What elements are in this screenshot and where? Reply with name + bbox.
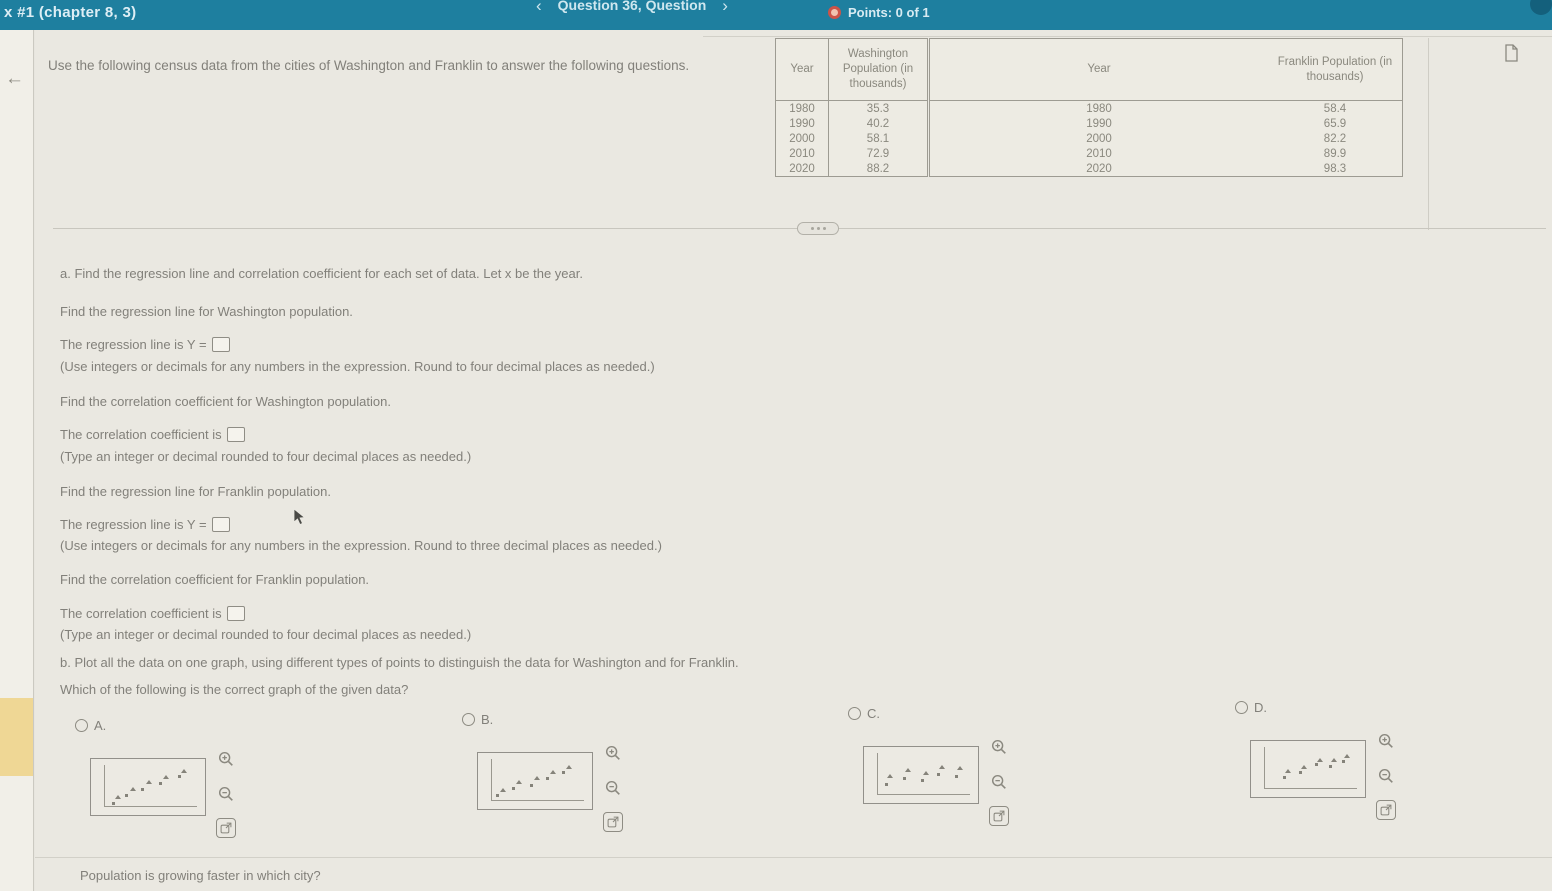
washington-correlation-line: [60, 427, 245, 442]
x-axis: [877, 794, 971, 795]
correlation-prefix: The correlation coefficient is: [60, 427, 222, 442]
zoom-out-icon[interactable]: [602, 777, 624, 799]
left-sidebar: [0, 30, 34, 891]
option-a-graph-thumbnail[interactable]: [90, 758, 206, 816]
points-indicator: [828, 5, 930, 20]
washington-data-point: [1283, 776, 1286, 779]
points-label: Points: 0 of 1: [848, 5, 930, 20]
washington-data-point: [1299, 771, 1302, 774]
topbar-corner-icon: [1530, 0, 1552, 15]
year-cell: 2000: [1086, 132, 1112, 145]
print-icon[interactable]: [1503, 44, 1519, 67]
option-c-graph-tools: [988, 736, 1010, 826]
table-row: [930, 116, 1402, 131]
correlation-prefix: The correlation coefficient is: [60, 606, 222, 621]
option-d-radio[interactable]: [1235, 701, 1248, 714]
answer-option-c: [848, 706, 1060, 841]
franklin-data-point: [923, 771, 929, 775]
franklin-data-point: [939, 765, 945, 769]
y-axis: [877, 753, 878, 795]
part-c-question: Population is growing faster in which city?: [80, 868, 321, 883]
y-axis: [104, 765, 105, 807]
panel-resize-handle[interactable]: [797, 222, 839, 235]
franklin-data-point: [146, 780, 152, 784]
franklin-data-point: [1285, 769, 1291, 773]
franklin-data-point: [516, 780, 522, 784]
washington-data-point: [159, 782, 162, 785]
franklin-data-point: [550, 770, 556, 774]
previous-question-icon[interactable]: ‹: [536, 0, 542, 15]
washington-regression-note: (Use integers or decimals for any numbers in the expression. Round to four decimal places as needed.): [60, 359, 655, 374]
option-b-radio[interactable]: [462, 713, 475, 726]
x-axis: [1264, 788, 1358, 789]
franklin-data-point: [905, 768, 911, 772]
zoom-out-icon[interactable]: [988, 771, 1010, 793]
washington-data-point: [1329, 765, 1332, 768]
zoom-in-icon[interactable]: [988, 736, 1010, 758]
regression-prefix: The regression line is Y =: [60, 337, 207, 352]
population-cell: 72.9: [828, 146, 927, 161]
zoom-out-icon[interactable]: [215, 783, 237, 805]
table-row: [930, 101, 1402, 116]
part-b-heading: b. Plot all the data on one graph, using different types of points to distinguish the data for Washington and for Franklin.: [60, 655, 739, 670]
washington-data-point: [937, 773, 940, 776]
answer-option-a: [75, 718, 287, 853]
year-cell: 2010: [1086, 147, 1112, 160]
question-intro: Use the following census data from the cities of Washington and Franklin to answer the following questions.: [48, 58, 690, 73]
mouse-pointer-icon: [293, 508, 306, 531]
washington-data-point: [546, 777, 549, 780]
washington-regression-input[interactable]: [212, 337, 230, 352]
washington-regression-line: [60, 337, 230, 352]
franklin-data-point: [163, 775, 169, 779]
washington-data-point: [496, 794, 499, 797]
option-a-radio[interactable]: [75, 719, 88, 732]
table-row: [930, 146, 1402, 161]
option-d-graph-tools: [1375, 730, 1397, 820]
franklin-regression-line: [60, 517, 230, 532]
table-row: [930, 131, 1402, 146]
washington-data-point: [141, 788, 144, 791]
washington-data-point: [562, 771, 565, 774]
washington-regression-label: Find the regression line for Washington population.: [60, 304, 353, 319]
washington-data-point: [1342, 760, 1345, 763]
year-cell: 2020: [1086, 162, 1112, 175]
franklin-data-point: [500, 788, 506, 792]
population-cell: 88.2: [828, 161, 927, 176]
franklin-data-point: [566, 765, 572, 769]
year-cell: 2000: [789, 132, 815, 145]
question-navigation: [536, 0, 728, 16]
open-graph-icon[interactable]: [989, 806, 1009, 826]
population-cell: 82.2: [1323, 132, 1347, 145]
year-cell: 1990: [789, 117, 815, 130]
back-arrow-icon[interactable]: ←: [5, 68, 24, 89]
zoom-out-icon[interactable]: [1375, 765, 1397, 787]
table-row: [776, 161, 927, 176]
population-cell: 40.2: [828, 116, 927, 131]
table-row: [776, 116, 927, 131]
option-b-label: B.: [481, 712, 494, 727]
franklin-data-point: [957, 766, 963, 770]
option-d-label: D.: [1254, 700, 1267, 715]
franklin-table: [929, 38, 1403, 177]
open-graph-icon[interactable]: [1376, 800, 1396, 820]
population-cell: 35.3: [828, 101, 927, 116]
franklin-pop-header: Franklin Population (in thousands): [1268, 39, 1402, 101]
sidebar-highlight-band: [0, 698, 33, 776]
y-axis: [1264, 747, 1265, 789]
regression-prefix: The regression line is Y =: [60, 517, 207, 532]
zoom-in-icon[interactable]: [1375, 730, 1397, 752]
franklin-data-point: [115, 795, 121, 799]
population-cell: 65.9: [1323, 117, 1347, 130]
franklin-data-point: [1317, 758, 1323, 762]
washington-data-point: [955, 775, 958, 778]
franklin-data-point: [887, 774, 893, 778]
panel-right-border: [1428, 38, 1429, 230]
option-c-radio[interactable]: [848, 707, 861, 720]
franklin-year-header: Year: [930, 39, 1268, 101]
washington-table: [775, 38, 928, 177]
franklin-regression-label: Find the regression line for Franklin population.: [60, 484, 331, 499]
x-axis: [104, 806, 198, 807]
option-d-graph-thumbnail[interactable]: [1250, 740, 1366, 798]
part-a-heading: a. Find the regression line and correlation coefficient for each set of data. Let x be the year.: [60, 266, 583, 281]
population-cell: 58.4: [1323, 102, 1347, 115]
top-bar: [0, 0, 1552, 30]
year-cell: 2010: [789, 147, 815, 160]
washington-data-point: [178, 775, 181, 778]
franklin-correlation-note: (Type an integer or decimal rounded to four decimal places as needed.): [60, 627, 472, 642]
washington-data-point: [125, 794, 128, 797]
x-axis: [491, 800, 585, 801]
washington-data-point: [1315, 763, 1318, 766]
franklin-data-point: [130, 787, 136, 791]
washington-data-point: [903, 777, 906, 780]
franklin-correlation-input[interactable]: [227, 606, 245, 621]
franklin-regression-input[interactable]: [212, 517, 230, 532]
franklin-regression-note: (Use integers or decimals for any numbers in the expression. Round to three decimal places as needed.): [60, 538, 662, 553]
franklin-data-point: [1301, 765, 1307, 769]
table-row: [776, 146, 927, 161]
option-c-label: C.: [867, 706, 880, 721]
table-row: [930, 161, 1402, 176]
washington-correlation-note: (Type an integer or decimal rounded to four decimal places as needed.): [60, 449, 472, 464]
answer-option-b: [462, 712, 674, 847]
washington-data-point: [530, 784, 533, 787]
washington-pop-header: Washington Population (in thousands): [828, 39, 927, 101]
y-axis: [491, 759, 492, 801]
washington-data-point: [921, 779, 924, 782]
year-cell: 1980: [789, 102, 815, 115]
year-cell: 1990: [1086, 117, 1112, 130]
washington-data-point: [512, 787, 515, 790]
score-status-icon: [828, 6, 841, 19]
table-row: [776, 131, 927, 146]
zoom-in-icon[interactable]: [602, 742, 624, 764]
zoom-in-icon[interactable]: [215, 748, 237, 770]
franklin-data-point: [1331, 758, 1337, 762]
washington-data-point: [885, 783, 888, 786]
option-b-graph-thumbnail[interactable]: [477, 752, 593, 810]
open-graph-icon[interactable]: [216, 818, 236, 838]
population-cell: 98.3: [1323, 162, 1347, 175]
assignment-title: x #1 (chapter 8, 3): [4, 4, 137, 21]
question-nav-label: Question 36, Question: [557, 0, 707, 13]
franklin-correlation-line: [60, 606, 245, 621]
franklin-data-point: [1344, 754, 1350, 758]
part-b-question: Which of the following is the correct graph of the given data?: [60, 682, 409, 697]
washington-data-point: [112, 802, 115, 805]
next-question-icon[interactable]: ›: [722, 0, 728, 15]
table-row: [776, 101, 927, 116]
franklin-data-point: [534, 776, 540, 780]
population-cell: 58.1: [828, 131, 927, 146]
option-a-graph-tools: [215, 748, 237, 838]
question-panel: [35, 30, 1552, 891]
washington-year-header: Year: [776, 39, 828, 101]
franklin-data-point: [181, 769, 187, 773]
open-graph-icon[interactable]: [603, 812, 623, 832]
washington-correlation-input[interactable]: [227, 427, 245, 442]
franklin-correlation-label: Find the correlation coefficient for Franklin population.: [60, 572, 370, 587]
bottom-section-divider: [35, 857, 1552, 858]
panel-top-border: [703, 36, 1552, 37]
option-a-label: A.: [94, 718, 107, 733]
option-c-graph-thumbnail[interactable]: [863, 746, 979, 804]
answer-option-d: [1235, 700, 1447, 835]
population-cell: 89.9: [1323, 147, 1347, 160]
option-b-graph-tools: [602, 742, 624, 832]
washington-correlation-label: Find the correlation coefficient for Washington population.: [60, 394, 391, 409]
year-cell: 1980: [1086, 102, 1112, 115]
year-cell: 2020: [789, 162, 815, 175]
